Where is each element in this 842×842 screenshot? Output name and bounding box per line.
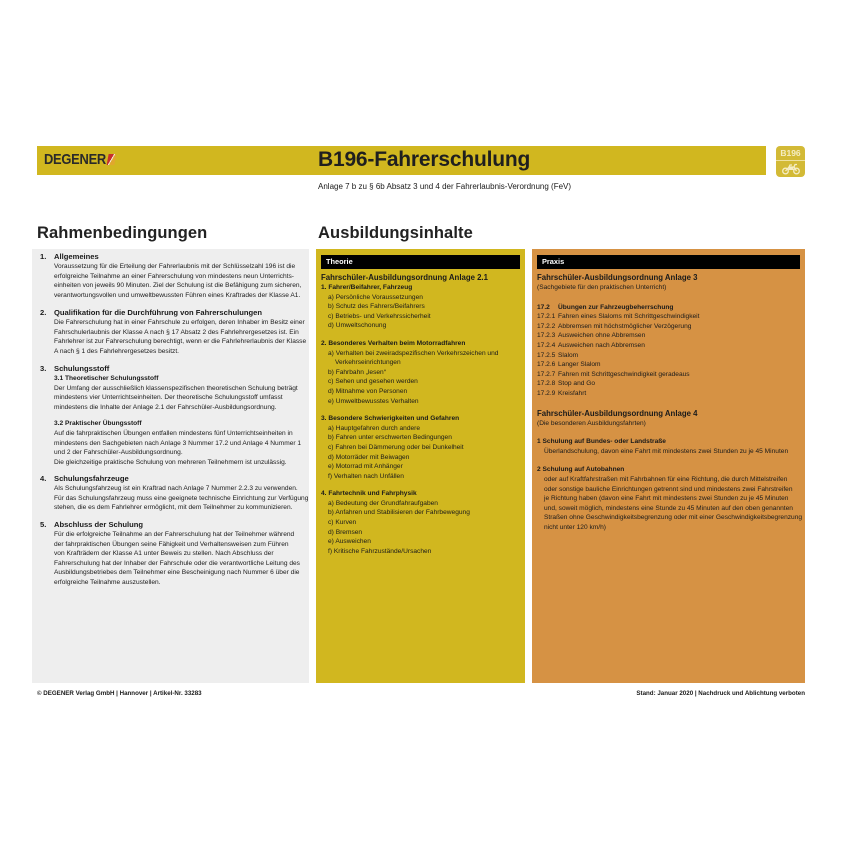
- praxis-content: [537, 273, 802, 532]
- body-line: Voraussetzung für die Erteilung der Fahrerlaubnis mit der Schlüsselzahl 196 ist die: [54, 263, 296, 270]
- rahmen-section-5: [40, 520, 310, 588]
- body-line: je Richtung haben (davon eine Fahrt mit mindestens zwei Stunden zu je 45 Minuten: [544, 495, 789, 503]
- rahmen-section-2: [40, 308, 310, 356]
- body-line: mindestens vier Unterrichtseinheiten. Der theoretische Schulungsstoff umfasst: [54, 394, 283, 402]
- rahmen-section-4: [40, 474, 310, 513]
- anlage4-subtitle: (Die besonderen Ausbildungsfahrten): [537, 419, 646, 427]
- body-line: Straßen ohne Geschwindigkeitsbegrenzung oder mit einer Geschwindigkeitsbegrenzung: [544, 514, 803, 522]
- body-line: und, soweit möglich, mindestens eine Stunde zu 45 Minuten auf den oben genannten: [544, 504, 793, 512]
- b196-badge: [776, 146, 805, 177]
- list-item: e) Ausweichen: [328, 538, 371, 546]
- body-line: erfolgreiche Teilnahme an einer Fahrerschulung von mindestens neun Unterrichts-: [54, 272, 294, 280]
- list-item: a) Verhalten bei zweiradspezifischen Verkehrszeichen und: [328, 349, 499, 357]
- section-number: 2.: [40, 308, 47, 317]
- section-title: Schulungsfahrzeuge: [54, 474, 129, 483]
- body-line: oder auf Kraftfahrstraßen mit Fahrbahnen für eine Richtung, die durch Mittelstreifen: [544, 475, 788, 483]
- item-text: Fahren eines Slaloms mit Schrittgeschwindigkeit: [558, 313, 700, 321]
- body-line: oder sonstige bauliche Einrichtungen getrennt sind und mindestens zwei Fahrstreifen: [544, 485, 793, 493]
- group-title: 3. Besondere Schwierigkeiten und Gefahren: [321, 415, 460, 423]
- ausbildung-heading: Ausbildungsinhalte: [318, 224, 473, 242]
- list-item: d) Umweltschonung: [328, 322, 387, 330]
- item-code: 17.2.9: [537, 389, 556, 397]
- body-line: erfolgreiche Teilnahme auszustellen.: [54, 578, 161, 586]
- item-text: Langer Slalom: [558, 361, 601, 369]
- body-line: Überlandschulung, davon eine Fahrt mit mindestens zwei Stunden zu je 45 Minuten: [544, 447, 789, 455]
- body-line: Fahrschulerlaubnis der Klasse A nach § 17 Absatz 2 des Fahrlehrergesetzes ist. Ein: [54, 328, 299, 336]
- body-line: einheiten von jeweils 90 Minuten. Ziel der Schulung ist die Befähigung zum sicheren,: [54, 282, 302, 290]
- list-item: a) Hauptgefahren durch andere: [328, 424, 421, 432]
- rahmen-heading: Rahmenbedingungen: [37, 224, 208, 242]
- list-item: c) Kurven: [328, 519, 357, 527]
- body-line: Auf die fahrpraktischen Übungen entfallen mindestens fünf Unterrichtseinheiten in: [54, 429, 293, 437]
- list-item: d) Mitnahme von Personen: [328, 387, 408, 395]
- theorie-header: Theorie: [321, 255, 520, 269]
- document-subtitle: Anlage 7 b zu § 6b Absatz 3 und 4 der Fahrerlaubnis-Verordnung (FeV): [318, 182, 572, 191]
- body-line: Fahrerschulung hat der Inhaber der Fahrschule oder die verantwortliche Leitung des: [54, 559, 300, 567]
- item-text: Slalom: [558, 351, 579, 359]
- degener-logo: [44, 151, 115, 168]
- item-code: 17.2: [537, 303, 550, 311]
- section-number: 5.: [40, 520, 47, 529]
- item-text: Kreisfahrt: [558, 389, 587, 397]
- section-number: 4.: [40, 474, 47, 483]
- item-code: 17.2.4: [537, 341, 556, 349]
- rahmen-section-1: [40, 252, 310, 300]
- body-line: Fahrlehrer ist zur Fahrerschulung berechtigt, wenn er die Fahrlehrerlaubnis der Klasse: [54, 338, 307, 346]
- anlage4-item-title: 1 Schulung auf Bundes- oder Landstraße: [537, 438, 666, 446]
- praxis-header: Praxis: [537, 255, 800, 269]
- logo-text: DEGENER: [44, 151, 107, 168]
- list-item: d) Motorräder mit Beiwagen: [328, 453, 410, 461]
- list-item: a) Bedeutung der Grundfahraufgaben: [328, 499, 438, 507]
- section-number: 1.: [40, 252, 47, 261]
- group-title: 2. Besonderes Verhalten beim Motorradfahren: [321, 339, 466, 347]
- anlage3-title: Fahrschüler-Ausbildungsordnung Anlage 3: [537, 273, 698, 282]
- item-text: Ausweichen nach Abbremsen: [558, 341, 645, 349]
- section-number: 3.: [40, 364, 47, 373]
- list-item: c) Betriebs- und Verkehrssicherheit: [328, 312, 431, 320]
- body-line: Ausbildungsbetriebes dem Teilnehmer eine Bescheinigung nach Nummer 6 über die: [54, 569, 300, 577]
- footer-status: Stand: Januar 2020 | Nachdruck und Ablichtung verboten: [636, 690, 805, 697]
- body-line: stehen, die es dem Fahrlehrer ermöglicht, mit dem Teilnehmer zu kommunizieren.: [54, 504, 293, 512]
- list-item: d) Bremsen: [328, 528, 363, 536]
- logo-mark-icon: [107, 154, 117, 165]
- body-line: A nach § 1 des Fahrlehrergesetzes besitzt.: [54, 347, 179, 355]
- item-code: 17.2.7: [537, 370, 556, 378]
- anlage4-item-title: 2 Schulung auf Autobahnen: [537, 466, 625, 474]
- motorcycle-icon: [776, 161, 805, 177]
- body-line: Für die erfolgreiche Teilnahme an der Fahrerschulung hat der Teilnehmer während: [54, 531, 295, 538]
- list-item: b) Fahrbahn „lesen“: [328, 368, 386, 376]
- item-code: 17.2.3: [537, 332, 556, 340]
- list-item: b) Fahren unter erschwerten Bedingungen: [328, 434, 452, 442]
- body-line: verantwortungsvollen und umweltbewussten Führen eines Kraftrades der Klasse A1.: [54, 291, 301, 299]
- body-line: der fahrpraktischen Übungen seine Fähigkeit und Verhaltensweisen zum Führen: [54, 540, 289, 548]
- body-line: mindestens den Sachgebieten nach Anlage 3 Nummer 17.2 und Anlage 4 Nummer 1: [54, 439, 302, 447]
- body-line: Für das Schulungsfahrzeug muss eine geeignete technische Einrichtung zur Verfügung: [54, 494, 309, 502]
- section-title: Schulungsstoff: [54, 364, 110, 373]
- item-code: 17.2.1: [537, 313, 556, 321]
- group-title: 4. Fahrtechnik und Fahrphysik: [321, 490, 417, 498]
- body-line: nicht unter 120 km/h): [544, 523, 606, 531]
- list-item: f) Verhalten nach Unfällen: [328, 472, 404, 480]
- body-line: Die gleichzeitige praktische Schulung von mehreren Teilnehmern ist unzulässig.: [54, 458, 287, 466]
- anlage4-title: Fahrschüler-Ausbildungsordnung Anlage 4: [537, 408, 698, 418]
- body-line: Die Fahrerschulung hat in einer Fahrschule zu erfolgen, deren Inhaber im Besitz einer: [54, 319, 305, 326]
- body-line: Der Umfang der ausschließlich klassenspezifischen theoretischen Schulung beträgt: [54, 384, 298, 392]
- list-item: c) Fahren bei Dämmerung oder bei Dunkelheit: [328, 443, 464, 451]
- subsection-title: 3.1 Theoretischer Schulungsstoff: [54, 375, 159, 382]
- list-item: Verkehrseinrichtungen: [335, 359, 401, 367]
- section-title: Abschluss der Schulung: [54, 520, 144, 529]
- item-text: Stop and Go: [558, 380, 596, 388]
- footer-copyright: © DEGENER Verlag GmbH | Hannover | Artikel-Nr. 33283: [37, 690, 202, 697]
- list-item: b) Schutz des Fahrers/Beifahrers: [328, 303, 425, 311]
- theorie-title: Fahrschüler-Ausbildungsordnung Anlage 2.1: [321, 273, 488, 282]
- anlage3-subtitle: (Sachgebiete für den praktischen Unterricht): [537, 284, 667, 291]
- item-text: Ausweichen ohne Abbremsen: [558, 332, 646, 340]
- item-text: Abbremsen mit höchstmöglicher Verzögerung: [558, 322, 692, 330]
- body-line: Als Schulungsfahrzeug ist ein Kraftrad nach Anlage 7 Nummer 2.2.3 zu verwenden.: [54, 485, 298, 492]
- list-item: a) Persönliche Voraussetzungen: [328, 293, 423, 301]
- subsection-title: 3.2 Praktischer Übungsstoff: [54, 420, 142, 428]
- item-code: 17.2.5: [537, 351, 556, 359]
- item-code: 17.2.6: [537, 361, 556, 369]
- list-item: c) Sehen und gesehen werden: [328, 378, 418, 386]
- badge-label: B196: [780, 148, 801, 158]
- section-title: Allgemeines: [54, 252, 99, 261]
- list-item: e) Motorrad mit Anhänger: [328, 463, 403, 471]
- group-title: 1. Fahrer/Beifahrer, Fahrzeug: [321, 284, 413, 291]
- rahmen-section-3: [40, 364, 310, 467]
- list-item: f) Kritische Fahrzustände/Ursachen: [328, 547, 432, 555]
- item-text: Fahren mit Schrittgeschwindigkeit geradeaus: [558, 370, 690, 378]
- document-title: B196-Fahrerschulung: [318, 148, 531, 171]
- section-title: Qualifikation für die Durchführung von Fahrerschulungen: [54, 308, 262, 317]
- item-text: Übungen zur Fahrzeugbeherrschung: [558, 303, 674, 311]
- theorie-content: [321, 273, 521, 556]
- list-item: e) Umweltbewusstes Verhalten: [328, 397, 419, 405]
- body-line: und 2 der Fahrschüler-Ausbildungsordnung.: [54, 449, 183, 457]
- body-line: mindestens die Inhalte der Anlage 2.1 der Fahrschüler-Ausbildungsordnung.: [54, 403, 277, 411]
- item-code: 17.2.2: [537, 322, 556, 330]
- list-item: b) Anfahren und Stabilisieren der Fahrbewegung: [328, 509, 470, 517]
- body-line: von Krafträdern der Klasse A1 unter Beweis zu stellen. Nach Abschluss der: [54, 550, 274, 558]
- item-code: 17.2.8: [537, 380, 556, 388]
